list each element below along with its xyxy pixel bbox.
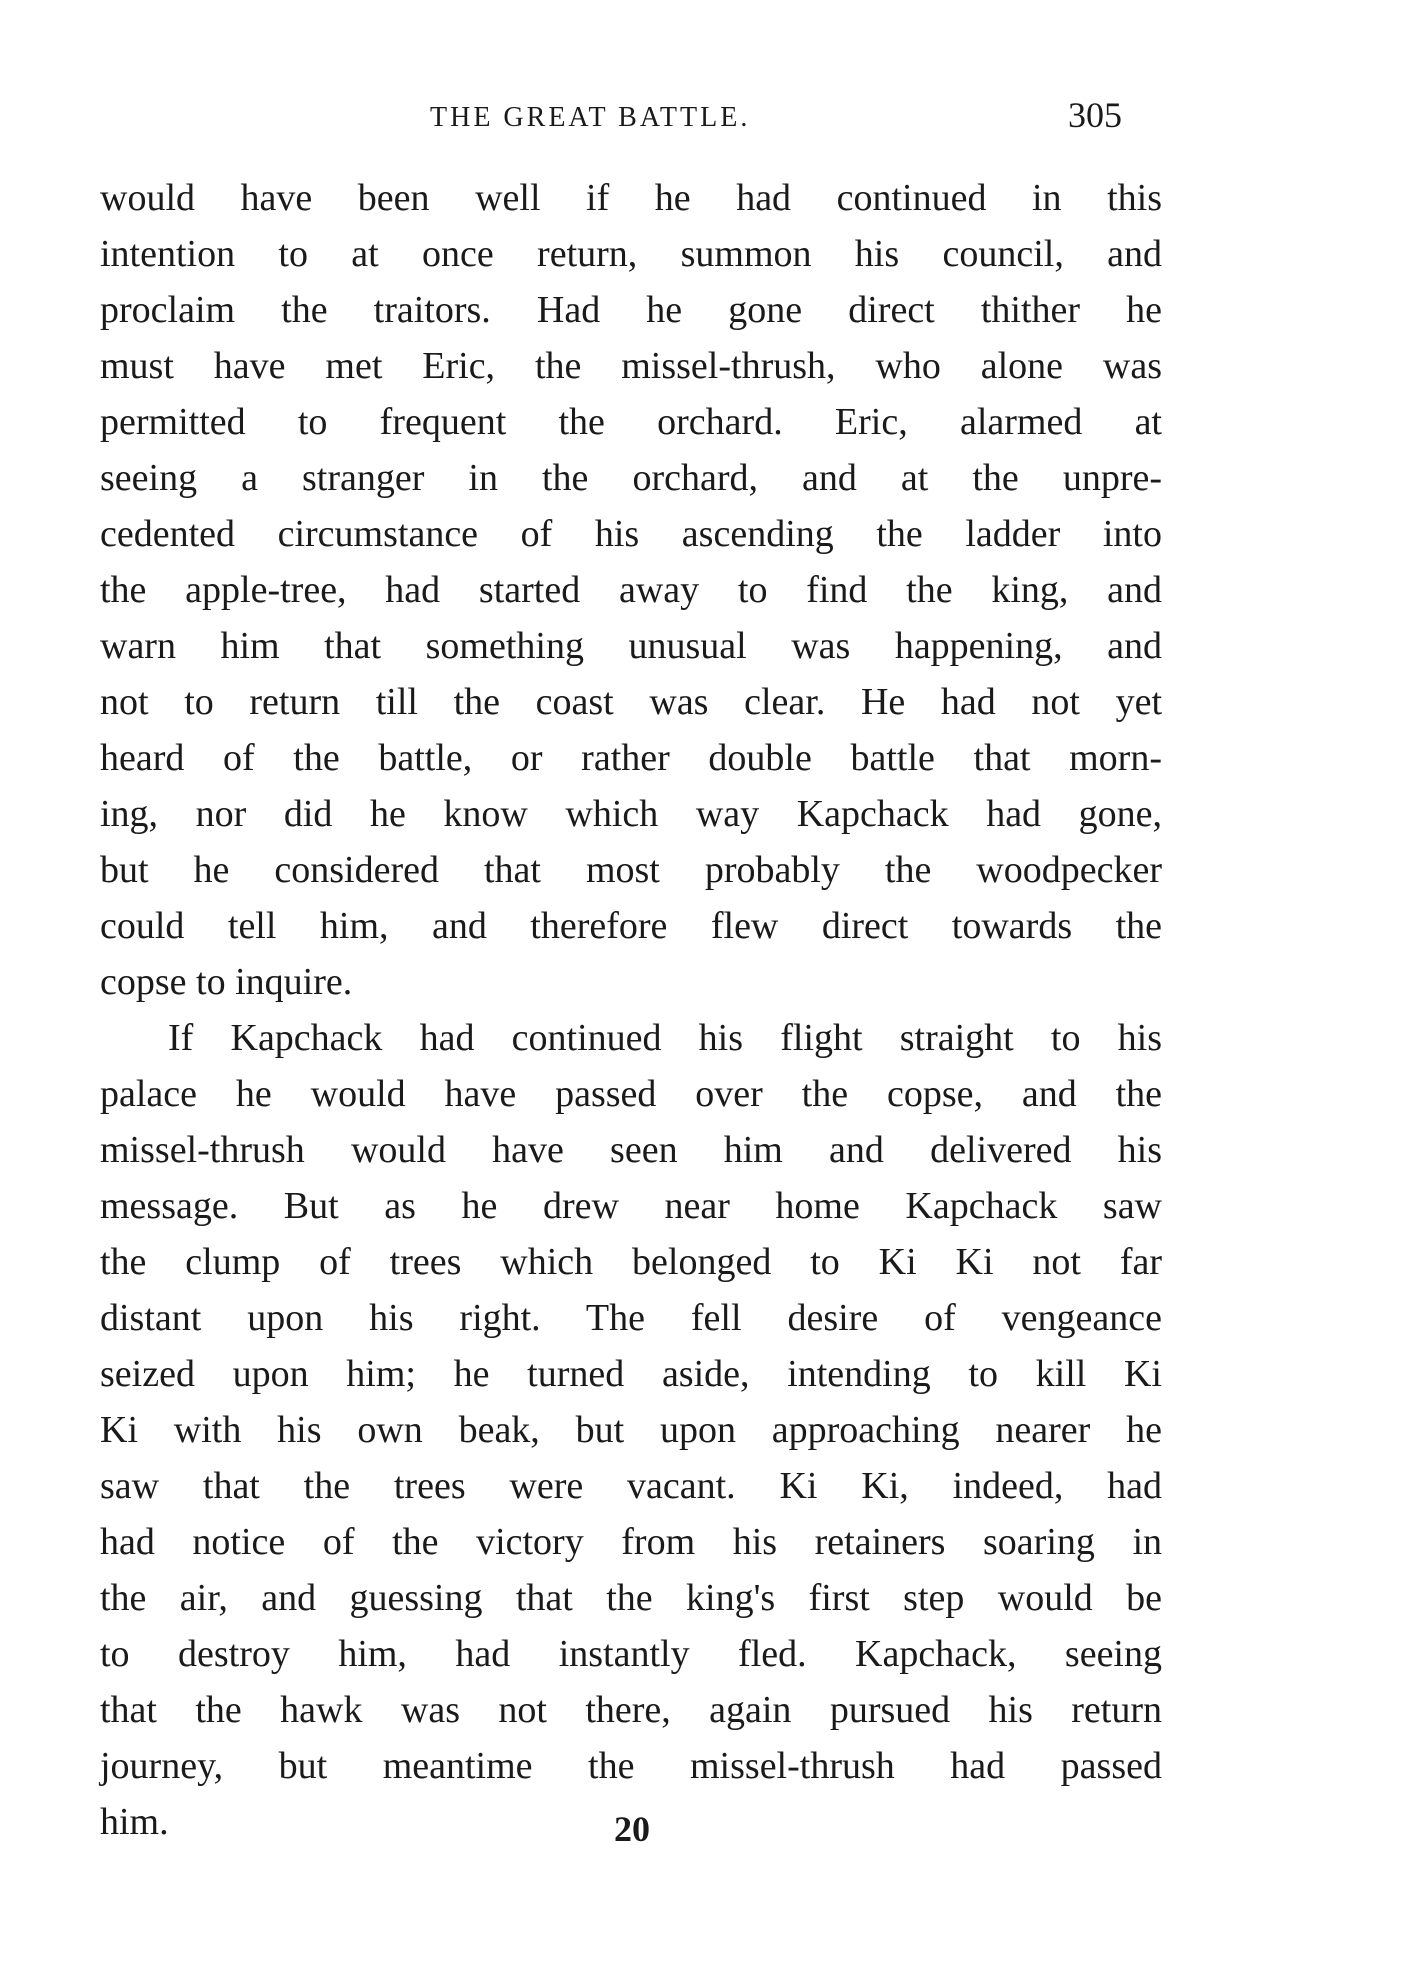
text-line: the apple-tree, had started away to find the king, and — [100, 569, 1162, 611]
text-line: not to return till the coast was clear. He had not yet — [100, 681, 1162, 723]
text-line: to destroy him, had instantly fled. Kapchack, seeing — [100, 1633, 1162, 1675]
page-number: 305 — [1068, 95, 1122, 135]
text-line: warn him that something unusual was happening, and — [100, 625, 1162, 667]
text-line: saw that the trees were vacant. Ki Ki, indeed, had — [100, 1465, 1162, 1507]
text-line: had notice of the victory from his retainers soaring in — [100, 1521, 1162, 1563]
text-line: permitted to frequent the orchard. Eric, alarmed at — [100, 401, 1162, 443]
paragraph-1 — [100, 170, 1162, 1010]
text-line: seized upon him; he turned aside, intending to kill Ki — [100, 1353, 1162, 1395]
text-line: palace he would have passed over the copse, and the — [100, 1073, 1162, 1115]
text-line: message. But as he drew near home Kapchack saw — [100, 1185, 1162, 1227]
text-line: him. — [100, 1801, 169, 1843]
text-line: the clump of trees which belonged to Ki Ki not far — [100, 1241, 1162, 1283]
text-line: Ki with his own beak, but upon approaching nearer he — [100, 1409, 1162, 1451]
text-line: ing, nor did he know which way Kapchack had gone, — [100, 793, 1162, 835]
text-line: heard of the battle, or rather double battle that morn- — [100, 737, 1162, 779]
text-line: journey, but meantime the missel-thrush had passed — [100, 1745, 1162, 1787]
text-line: must have met Eric, the missel-thrush, who alone was — [100, 345, 1162, 387]
signature-mark: 20 — [614, 1809, 650, 1849]
body-text — [100, 170, 1162, 1850]
text-line: intention to at once return, summon his council, and — [100, 233, 1162, 275]
text-line: could tell him, and therefore flew direct towards the — [100, 905, 1162, 947]
text-line: proclaim the traitors. Had he gone direct thither he — [100, 289, 1162, 331]
text-line: the air, and guessing that the king's first step would be — [100, 1577, 1162, 1619]
running-head — [0, 94, 1408, 142]
text-line: distant upon his right. The fell desire of vengeance — [100, 1297, 1162, 1339]
running-title: THE GREAT BATTLE. — [430, 102, 751, 133]
paragraph-2 — [100, 1010, 1162, 1850]
text-line: that the hawk was not there, again pursued his return — [100, 1689, 1162, 1731]
text-line: copse to inquire. — [100, 961, 353, 1003]
text-line: missel-thrush would have seen him and delivered his — [100, 1129, 1162, 1171]
text-line: If Kapchack had continued his flight straight to his — [168, 1017, 1162, 1059]
text-line: but he considered that most probably the woodpecker — [100, 849, 1162, 891]
text-line: would have been well if he had continued in this — [100, 177, 1162, 219]
text-line: seeing a stranger in the orchard, and at the unpre- — [100, 457, 1162, 499]
text-line: cedented circumstance of his ascending the ladder into — [100, 513, 1162, 555]
